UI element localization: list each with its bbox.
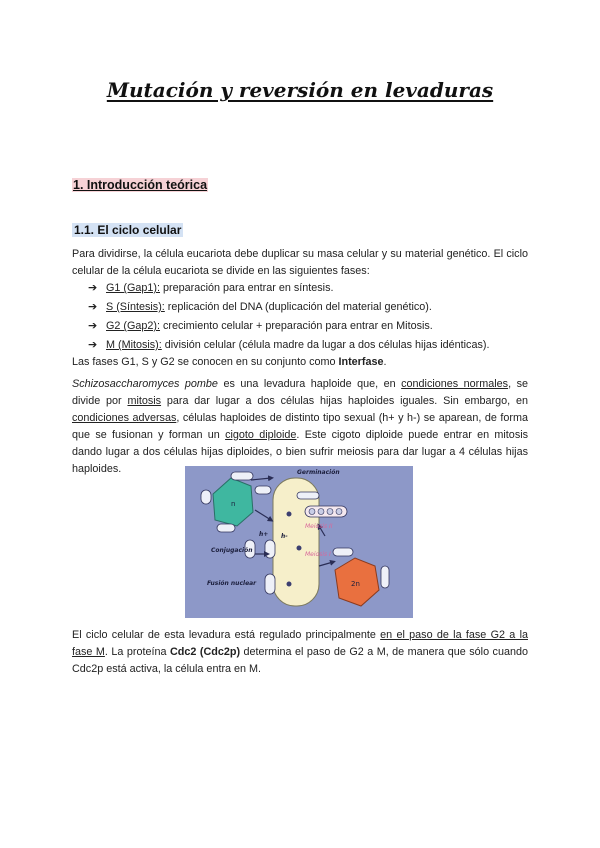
section-heading: 1. Introducción teórica	[73, 178, 208, 192]
phase-desc: replicación del DNA (duplicación del material genético).	[164, 301, 432, 313]
phase-name: M (Mitosis):	[106, 339, 162, 351]
pombe-paragraph: Schizosaccharomyces pombe es una levadura haploide que, en condiciones normales, se divide por mitosis para dar lugar a dos células hijas haploides iguales. Sin embargo, en condiciones adversas, células haploides de distinto tipo sexual (h+ y h-) se aparean, de forma que se fusionan y forman un cigoto diploide. Este cigoto diploide puede entrar en mitosis dando lugar a dos células hijas diploides, o bien sufrir meiosis para dar lugar a 4 células hijas haploides.	[72, 378, 529, 475]
arrow-icon: ➔	[88, 320, 98, 332]
interfase-paragraph: Las fases G1, S y G2 se conocen en su conjunto como Interfase.	[72, 356, 387, 368]
label-meiosis-i: Meiosis I	[305, 551, 331, 558]
label-h-plus: h+	[259, 531, 269, 538]
phase-name: G1 (Gap1):	[106, 282, 161, 294]
list-item	[88, 279, 528, 298]
species-name: Schizosaccharomyces pombe	[72, 378, 218, 390]
intro-paragraph: Para dividirse, la célula eucariota debe duplicar su masa celular y su material genético. El ciclo celular de la célula eucariota se divide en las siguientes fases:	[72, 248, 528, 277]
label-meiosis-ii: Meiosis II	[305, 523, 333, 530]
page-title: Mutación y reversión en levaduras	[106, 78, 494, 102]
label-germinacion: Germinación	[297, 469, 340, 476]
life-cycle-diagram	[185, 466, 413, 618]
phase-name: S (Síntesis):	[106, 301, 165, 313]
phase-name: G2 (Gap2):	[106, 320, 161, 332]
list-item	[88, 336, 528, 355]
arrow-icon: ➔	[88, 301, 98, 313]
list-item	[88, 298, 528, 317]
arrow-icon: ➔	[88, 339, 98, 351]
subsection-heading: 1.1. El ciclo celular	[74, 223, 182, 237]
label-2n: 2n	[351, 580, 360, 588]
cycle-paragraph: El ciclo celular de esta levadura está regulado principalmente en el paso de la fase G2 a la fase M. La proteína Cdc2 (Cdc2p) determina el paso de G2 a M, de manera que sólo cuando Cdc2p está activa, la célula entra en M.	[72, 629, 528, 675]
label-n: n	[231, 500, 236, 508]
phase-list	[88, 279, 528, 355]
yeast-life-cycle-figure	[185, 466, 413, 618]
phase-desc: crecimiento celular + preparación para entrar en Mitosis.	[160, 320, 433, 332]
label-h-minus: h-	[281, 533, 288, 540]
label-fusion-nuclear: Fusión nuclear	[207, 580, 257, 587]
phase-desc: división celular (célula madre da lugar a dos células hijas idénticas).	[161, 339, 490, 351]
list-item	[88, 317, 528, 336]
label-conjugacion: Conjugación	[211, 547, 253, 554]
phase-desc: preparación para entrar en síntesis.	[160, 282, 334, 294]
arrow-icon: ➔	[88, 282, 98, 294]
